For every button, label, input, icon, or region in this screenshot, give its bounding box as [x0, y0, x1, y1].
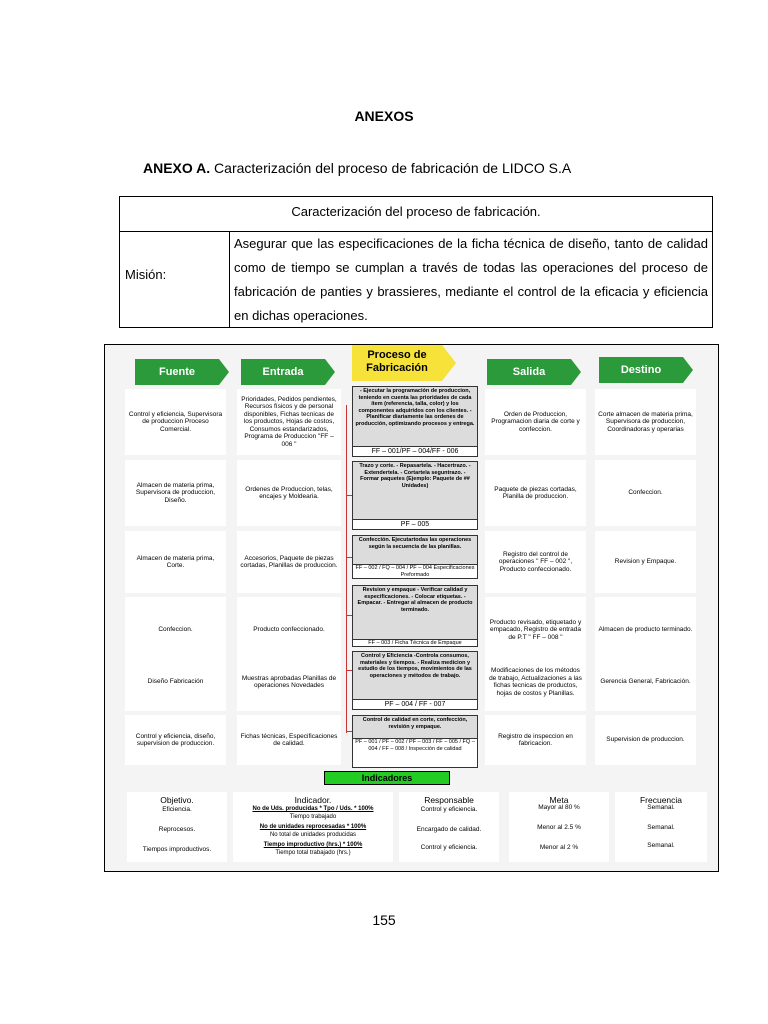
indicator-column-title: Objetivo.: [160, 795, 194, 805]
indicator-item: Tiempo trabajado: [289, 814, 337, 820]
indicator-column-title: Indicador.: [294, 795, 332, 805]
indicator-item: Tiempo total trabajado (hrs.): [275, 850, 351, 856]
destino-cell: Gerencia General, Fabricación.: [595, 653, 696, 711]
salida-cell: Modificaciones de los métodos de trabajo, Actualizaciones a las fichas tecnicas de productos, hojas de costos y Planillas.: [485, 653, 586, 711]
indicator-column-title: Frecuencia: [639, 795, 683, 805]
indicator-item: Mayor al 80 %: [538, 804, 580, 811]
salida-cell: Registro del control de operaciones " FF – 002 ", Producto confeccionado.: [485, 531, 586, 593]
indicator-item: Reprocesos.: [158, 826, 196, 833]
indicator-item: Menor al 2.5 %: [537, 824, 581, 831]
indicator-item: Eficiencia.: [162, 806, 192, 813]
entrada-cell: Producto confeccionado.: [237, 597, 341, 663]
process-step-corte: [352, 461, 478, 530]
annex-text: Caracterización del proceso de fabricación de LIDCO S.A: [214, 160, 572, 176]
salida-cell: Producto revisado, etiquetado y empacado, Registro de entrada de P.T " FF – 008 ": [485, 597, 586, 663]
destino-cell: Revision y Empaque.: [595, 531, 696, 593]
indicator-column-title: Meta: [549, 795, 569, 805]
indicator-item: Semanal.: [647, 804, 675, 811]
header-proceso: Proceso de Fabricación: [352, 345, 442, 381]
mission-text: Asegurar que las especificaciones de la ficha técnica de diseño, tanto de calidad como de tiempo se cumplan a través de todas las operaciones del proceso de fabricación de panties y brassieres, mediante el control de la eficacia y eficiencia en dichas operaciones.: [234, 236, 708, 323]
indicator-item: Control y eficiencia.: [420, 806, 478, 813]
process-step-text: Control de calidad en corte, confección, revisión y empaque.: [362, 717, 468, 730]
indicator-column-title: Responsable: [424, 795, 474, 805]
fuente-cell: Diseño Fabricación: [125, 653, 226, 711]
mission-label: Misión:: [120, 232, 230, 327]
mission-table-header: Caracterización del proceso de fabricación.: [120, 197, 712, 232]
process-step-code: PF – 001 / PF – 002 / PF – 003 / FF – 005 / FQ – 004 / FF – 008 / Inspección de calidad: [353, 738, 477, 767]
process-step-revision: [352, 585, 478, 647]
destino-cell: Confeccion.: [595, 460, 696, 526]
process-step-control: [352, 651, 478, 710]
destino-cell: Supervision de produccion.: [595, 715, 696, 765]
indicator-item: No total de unidades producidas: [269, 832, 357, 838]
indicator-meta: [509, 792, 609, 862]
fuente-cell: Control y eficiencia, Supervisora de produccion Proceso Comercial.: [125, 389, 226, 455]
destino-cell: Corte almacen de materia prima, Supervisora de produccion, Coordinadoras y operarias: [595, 389, 696, 455]
process-step-code: PF – 004 / FF - 007: [353, 699, 477, 709]
entrada-cell: Ordenes de Produccion, telas, encajes y Moldearia.: [237, 460, 341, 526]
process-step-text: Trazo y corte. - Repasartela. - Hacertrazo. - Extendertela. - Cortartela seguntrazo. - Formar paquetes (Ejemplo: Paquete de ## Unidades): [359, 463, 471, 489]
indicator-item: Control y eficiencia.: [420, 844, 478, 851]
indicator-item: Tiempos improductivos.: [142, 846, 212, 853]
page-number: 155: [372, 912, 396, 928]
salida-cell: Orden de Produccion, Programacion diaria de corte y confeccion.: [485, 389, 586, 455]
process-step-text: Confección. Ejecutartodas las operaciones según la secuencia de las planillas.: [358, 537, 472, 550]
fuente-cell: Almacen de materia prima, Corte.: [125, 531, 226, 593]
indicator-formula: [233, 792, 393, 862]
indicator-item: Semanal.: [647, 824, 675, 831]
header-fuente: Fuente: [135, 359, 219, 385]
process-step-code: PF – 005: [353, 519, 477, 529]
process-step-code: FF – 003 / Ficha Técnica de Empaque: [353, 639, 477, 647]
header-destino: Destino: [599, 357, 683, 383]
fuente-cell: Almacen de materia prima, Supervisora de produccion, Diseño.: [125, 460, 226, 526]
indicator-responsable: [399, 792, 499, 862]
page-heading: ANEXOS: [354, 108, 414, 124]
header-entrada: Entrada: [241, 359, 325, 385]
process-step-programacion: [352, 386, 478, 457]
indicator-item: Tiempo improductivo (hrs.) * 100%: [263, 842, 363, 848]
flow-line: [346, 405, 347, 733]
process-step-text: - Ejecutar la programación de produccion, teniendo en cuenta las prioridades de cada ítem (referencia, talla, color) y los componentes adquiridos con los clientes. - Planificar diariamente las ordenes de producción, optimizando procesos y entrega.: [355, 388, 475, 427]
process-step-confeccion: [352, 535, 478, 579]
indicator-objetivo: [127, 792, 227, 862]
mission-table: [119, 196, 713, 328]
annex-label: ANEXO A.: [143, 160, 211, 176]
indicator-item: Semanal.: [647, 842, 675, 849]
entrada-cell: Accesorios, Paquete de piezas cortadas, Planillas de produccion.: [237, 531, 341, 593]
fuente-cell: Confeccion.: [125, 597, 226, 663]
process-step-text: Revision y empaque - Verificar calidad y especificaciones. - Colocar etiquetas. - Empacar. - Entregar al almacen de producto terminado.: [357, 587, 473, 613]
destino-cell: Almacen de producto terminado.: [595, 597, 696, 663]
indicator-item: No de unidades reprocesadas * 100%: [259, 824, 367, 830]
indicators-header: Indicadores: [324, 771, 450, 785]
header-salida: Salida: [487, 359, 571, 385]
salida-cell: Registro de inspeccion en fabricacion.: [485, 715, 586, 765]
salida-cell: Paquete de piezas cortadas, Planilla de produccion.: [485, 460, 586, 526]
fuente-cell: Control y eficiencia, diseño, supervision de produccion.: [125, 715, 226, 765]
indicator-item: Encargado de calidad.: [416, 826, 482, 833]
entrada-cell: Muestras aprobadas Planillas de operaciones Novedades: [237, 653, 341, 711]
process-step-code: FF – 001/PF – 004/FF - 006: [353, 446, 477, 456]
annex-title: [143, 160, 571, 176]
process-step-text: Control y Eficiencia -Controla consumos, materiales y tiempos. - Realiza medicion y estudio de los tiempos, movimientos de las operaciones y métodos de trabajo.: [358, 653, 472, 679]
process-step-calidad: [352, 715, 478, 768]
entrada-cell: Prioridades, Pedidos pendientes, Recursos físicos y de personal disponibles, Fichas tecnicas de los productos, Hojas de costos, Consumos estandarizados, Programa de Produccion "FF – 006 ": [237, 389, 341, 455]
indicator-item: Menor al 2 %: [539, 844, 579, 851]
indicator-item: No de Uds. producidas * Tpo / Uds. * 100%: [252, 806, 374, 812]
indicator-frecuencia: [615, 792, 707, 862]
process-step-code: FF – 002 / FQ – 004 / PF – 004 Especificaciones Preformado: [353, 564, 477, 578]
entrada-cell: Fichas técnicas, Especificaciones de calidad.: [237, 715, 341, 765]
process-diagram: [104, 344, 719, 872]
